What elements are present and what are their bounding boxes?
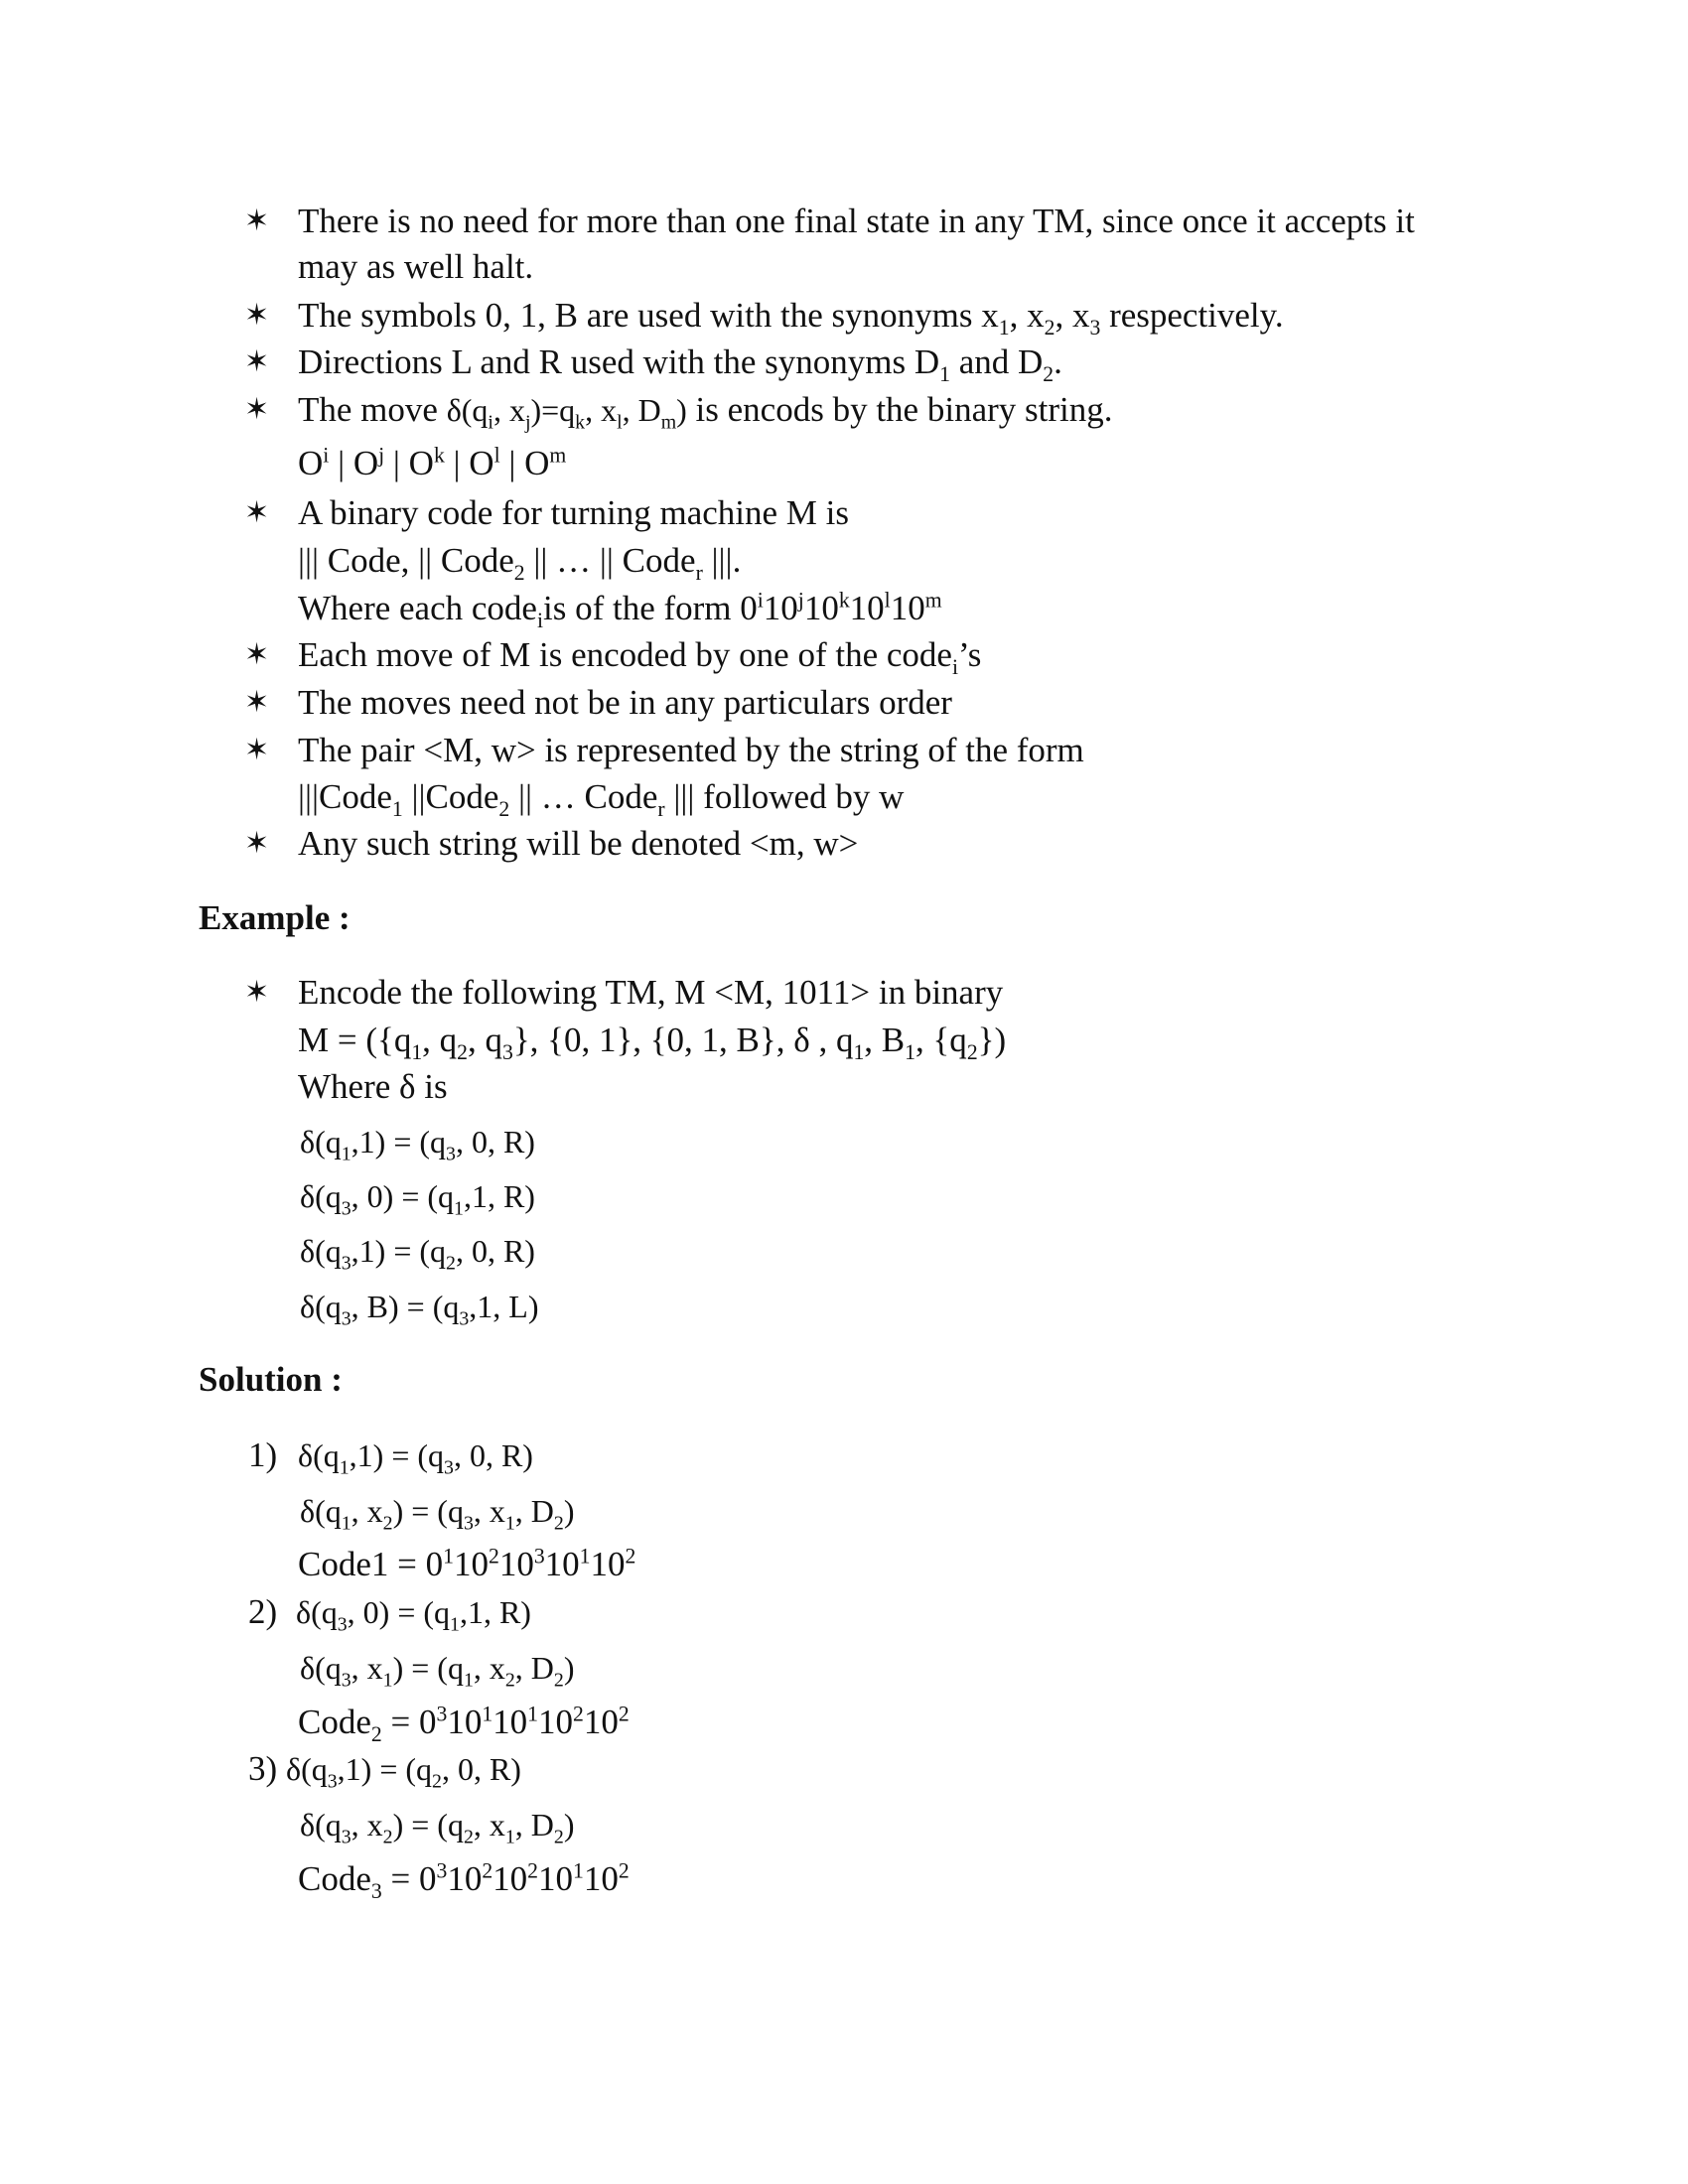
star-icon: ✶ (244, 733, 270, 767)
bullet-final-state: There is no need for more than one final state in any TM, since once it accepts it (298, 202, 1415, 240)
binary-code-form: ||| Code, || Code$_2$ || … || Code$_r$ |||. (298, 541, 742, 585)
bullet-move: The move $\delta(q_i$, $x_j)=q_k$, $x_l$, $D_m$) is encods by the binary string. (298, 390, 1113, 434)
step-3-code: Code$_3$ = $0^310^210^210^110^2$ (298, 1858, 630, 1903)
example-heading: Example : (199, 898, 351, 937)
bullet-symbols: The symbols 0, 1, B are used with the synonyms $x_1$, $x_2$, $x_3$ respectively. (298, 296, 1284, 340)
step-1-transition: $\delta(q_1,1) = (q_3$, 0, R) (298, 1437, 533, 1479)
star-icon: ✶ (244, 392, 270, 427)
star-icon: ✶ (244, 637, 270, 672)
star-icon: ✶ (244, 826, 270, 861)
step-number-2: 2) (248, 1592, 278, 1631)
bullet-denoted: Any such string will be denoted <m, w> (298, 824, 859, 863)
star-icon: ✶ (244, 298, 270, 333)
step-3-transition: $\delta(q_3,1) = (q_2$, 0, R) (286, 1751, 521, 1793)
star-icon: ✶ (244, 495, 270, 530)
example-machine: $M = (\{q_1$, $q_2$, $q_3$}, {0, 1}, {0, 1, B}, δ , $q_1$, $B_1$, $\{q_2\}$) (298, 1021, 1007, 1064)
binary-code-where: Where each code$_i$is of the form 0$^i$10$^j$10$^k$10$^l$10$^m$ (298, 588, 942, 632)
transition-3: $\delta(q_3,1) = (q_2$, 0, R) (300, 1233, 535, 1275)
star-icon: ✶ (244, 344, 270, 379)
solution-heading: Solution : (199, 1360, 343, 1399)
step-2-code: Code$_2$ = $0^310^110^110^210^2$ (298, 1702, 630, 1746)
bullet-pair: The pair <M, w> is represented by the string of the form (298, 731, 1084, 769)
example-encode: Encode the following TM, M <M, 1011> in binary (298, 973, 1004, 1012)
step-1-synonyms: $\delta(q_1$, $x_2) = (q_3$, $x_1$, $D_2$) (300, 1493, 575, 1535)
bullet-final-state-cont: may as well halt. (298, 247, 534, 286)
transition-4: $\delta(q_3$, $B) = (q_3,1$, L) (300, 1289, 539, 1330)
step-number-1: 1) (248, 1435, 278, 1474)
pair-string: |||Code$_1$ ||Code$_2$ || … Code$_r$ ||| followed by w (298, 777, 905, 821)
step-number-3: 3) (248, 1749, 278, 1788)
move-binary-string: $O^i$ | $O^j$ | $O^k$ | $O^l$ | $O^m$ (298, 443, 567, 482)
step-1-code: Code1 = $0^110^210^310^110^2$ (298, 1544, 636, 1583)
step-2-transition: $\delta(q_3$, $0) = (q_1,1$, R) (296, 1594, 531, 1636)
bullet-binary-code: A binary code for turning machine M is (298, 493, 850, 532)
transition-2: $\delta(q_3$, $0) = (q_1,1$, R) (300, 1178, 535, 1220)
transition-1: $\delta(q_1,1) = (q_3$, 0, R) (300, 1124, 535, 1165)
bullet-each-move: Each move of M is encoded by one of the code$_i$’s (298, 635, 982, 679)
example-where: Where δ is (298, 1067, 448, 1106)
step-2-synonyms: $\delta(q_3$, $x_1) = (q_1$, $x_2$, $D_2$) (300, 1650, 575, 1692)
star-icon: ✶ (244, 685, 270, 720)
bullet-order: The moves need not be in any particulars order (298, 683, 952, 722)
bullet-directions: Directions L and R used with the synonyms $D_1$ and $D_2$. (298, 342, 1062, 386)
step-3-synonyms: $\delta(q_3$, $x_2) = (q_2$, $x_1$, $D_2$) (300, 1807, 575, 1848)
star-icon: ✶ (244, 975, 270, 1010)
star-icon: ✶ (244, 204, 270, 238)
